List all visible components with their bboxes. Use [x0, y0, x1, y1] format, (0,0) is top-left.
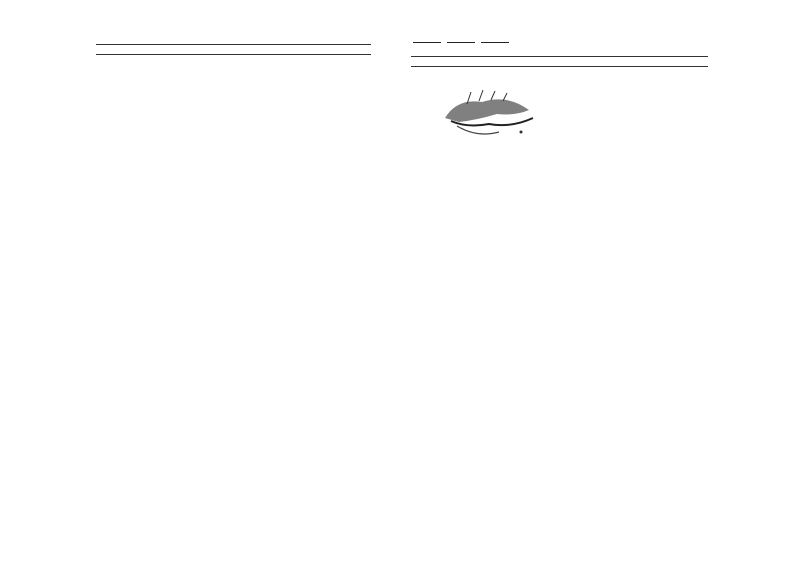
ink-painting-icon	[437, 88, 547, 140]
right-page	[397, 0, 794, 562]
answer-line	[411, 66, 708, 67]
answer-line	[411, 56, 708, 57]
answer-line	[96, 54, 371, 55]
question-12-blanks	[411, 35, 708, 47]
answer-blank[interactable]	[447, 35, 475, 43]
answer-blank[interactable]	[413, 35, 441, 43]
answer-blank[interactable]	[481, 35, 509, 43]
answer-line	[96, 44, 371, 45]
